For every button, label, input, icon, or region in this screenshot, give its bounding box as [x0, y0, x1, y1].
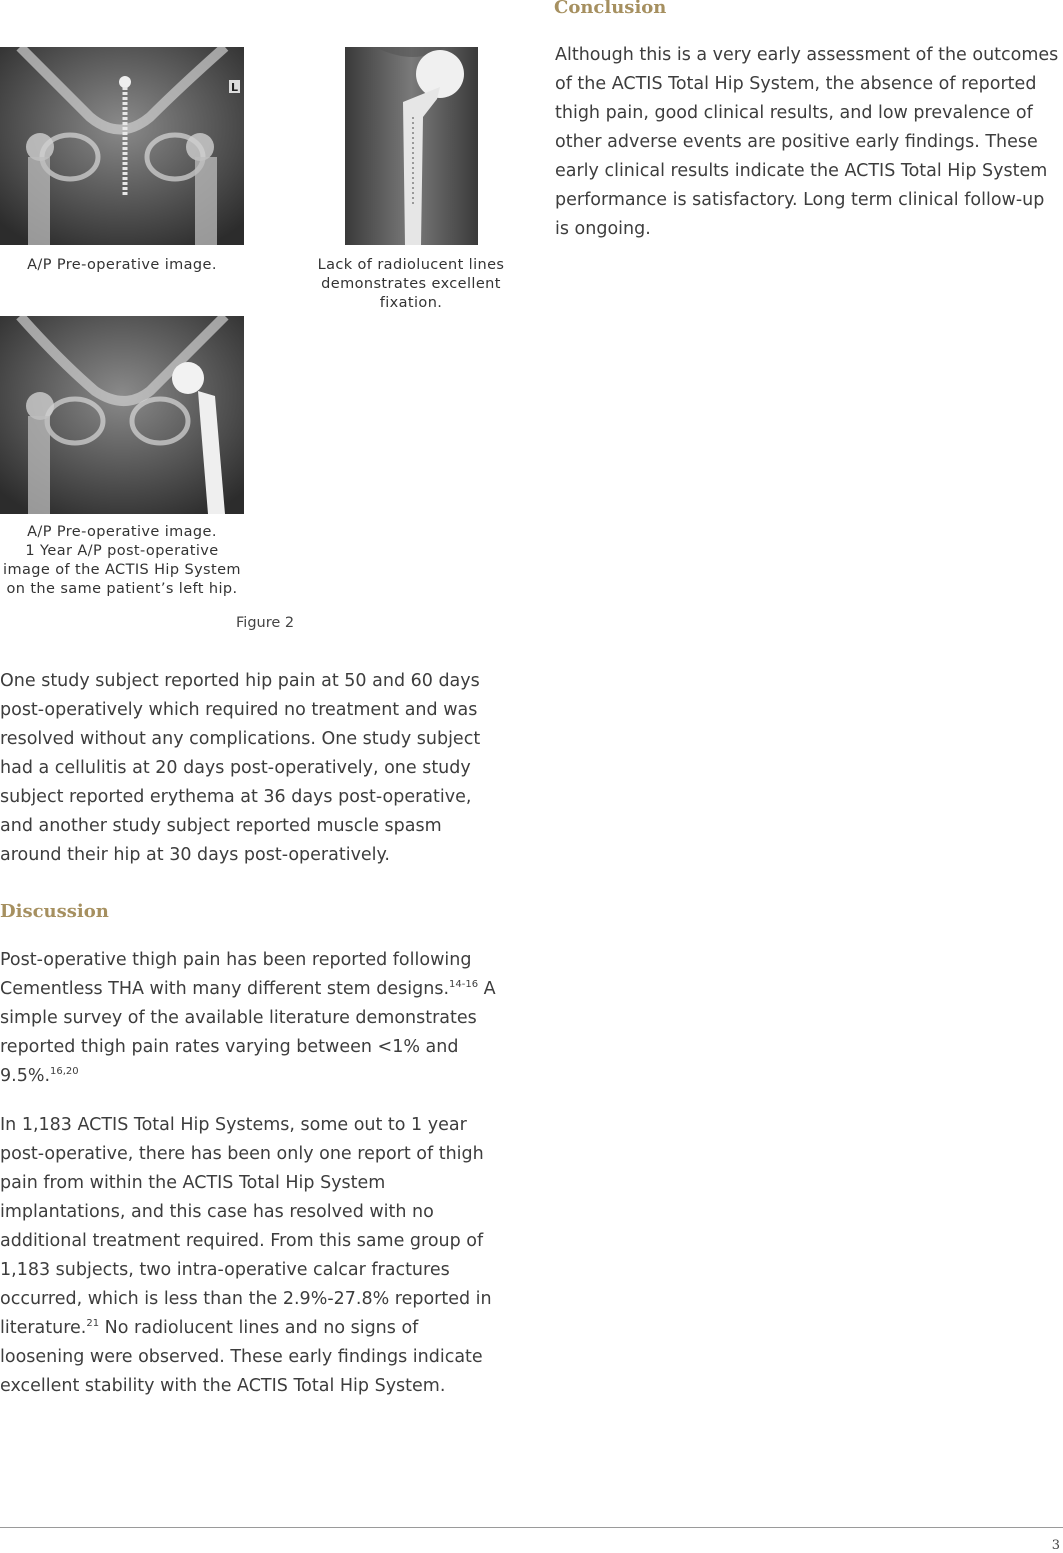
- xray-postoperative-image: [0, 316, 244, 514]
- discussion-p2-text2: No radiolucent lines and no signs of loosening were observed. These early findings indicate excellent stability with the ACTIS Total Hip System.: [0, 1318, 483, 1396]
- discussion-p1-ref2: 16,20: [50, 1066, 79, 1078]
- footer-divider: [0, 1527, 1063, 1528]
- discussion-p2-ref: 21: [86, 1318, 100, 1330]
- discussion-p2-text: In 1,183 ACTIS Total Hip Systems, some out to 1 year post-operative, there has been only one report of thigh pain from within the ACTIS Total Hip System implantations, and this case has resolved with no additional treatment required. From this same group of 1,183 subjects, two intra-operative calcar fractures occurred, which is less than the 2.9%-27.8% reported in literature.: [0, 1115, 492, 1338]
- figure-caption-preoperative: A/P Pre-operative image.: [27, 257, 217, 273]
- figure-label: Figure 2: [236, 615, 295, 631]
- conclusion-paragraph: Although this is a very early assessment of the outcomes of the ACTIS Total Hip System, the absence of reported thigh pain, good clinical results, and low prevalence of other adverse events are positive early findings. These early clinical results indicate the ACTIS Total Hip System performance is satisfactory. Long term clinical follow-up is ongoing.: [555, 45, 1059, 239]
- figure-caption-postoperative: [0, 523, 244, 599]
- results-paragraph: One study subject reported hip pain at 50 and 60 days post-operatively which required no treatment and was resolved without any complications. One study subject had a cellulitis at 20 days post-operatively, one study subject reported erythema at 36 days post-operative, and another study subject reported muscle spasm around their hip at 30 days post-operatively.: [0, 671, 481, 865]
- discussion-paragraph-2: [0, 1111, 500, 1401]
- figure-caption-postoperative-line1: A/P Pre-operative image.: [27, 524, 217, 540]
- page-number: 3: [1051, 1538, 1060, 1553]
- discussion-p1-ref: 14-16: [449, 979, 479, 991]
- conclusion-heading: Conclusion: [554, 0, 667, 18]
- xray-preoperative-image: [0, 47, 244, 245]
- discussion-heading: Discussion: [0, 901, 109, 922]
- discussion-paragraph-1: [0, 946, 510, 1091]
- figure-caption-postoperative-line2: 1 Year A/P post-operative image of the ACTIS Hip System on the same patient’s left hip.: [3, 543, 241, 597]
- lead-marker: L: [231, 81, 239, 94]
- discussion-p1-text: Post-operative thigh pain has been reported following Cementless THA with many different stem designs.: [0, 950, 472, 999]
- xray-stem-fixation-image: [345, 47, 478, 245]
- discussion-p1-text2: A simple survey of the available literature demonstrates reported thigh pain rates varying between <1% and 9.5%.: [0, 979, 496, 1086]
- figure-caption-fixation: Lack of radiolucent lines demonstrates excellent fixation.: [317, 257, 505, 311]
